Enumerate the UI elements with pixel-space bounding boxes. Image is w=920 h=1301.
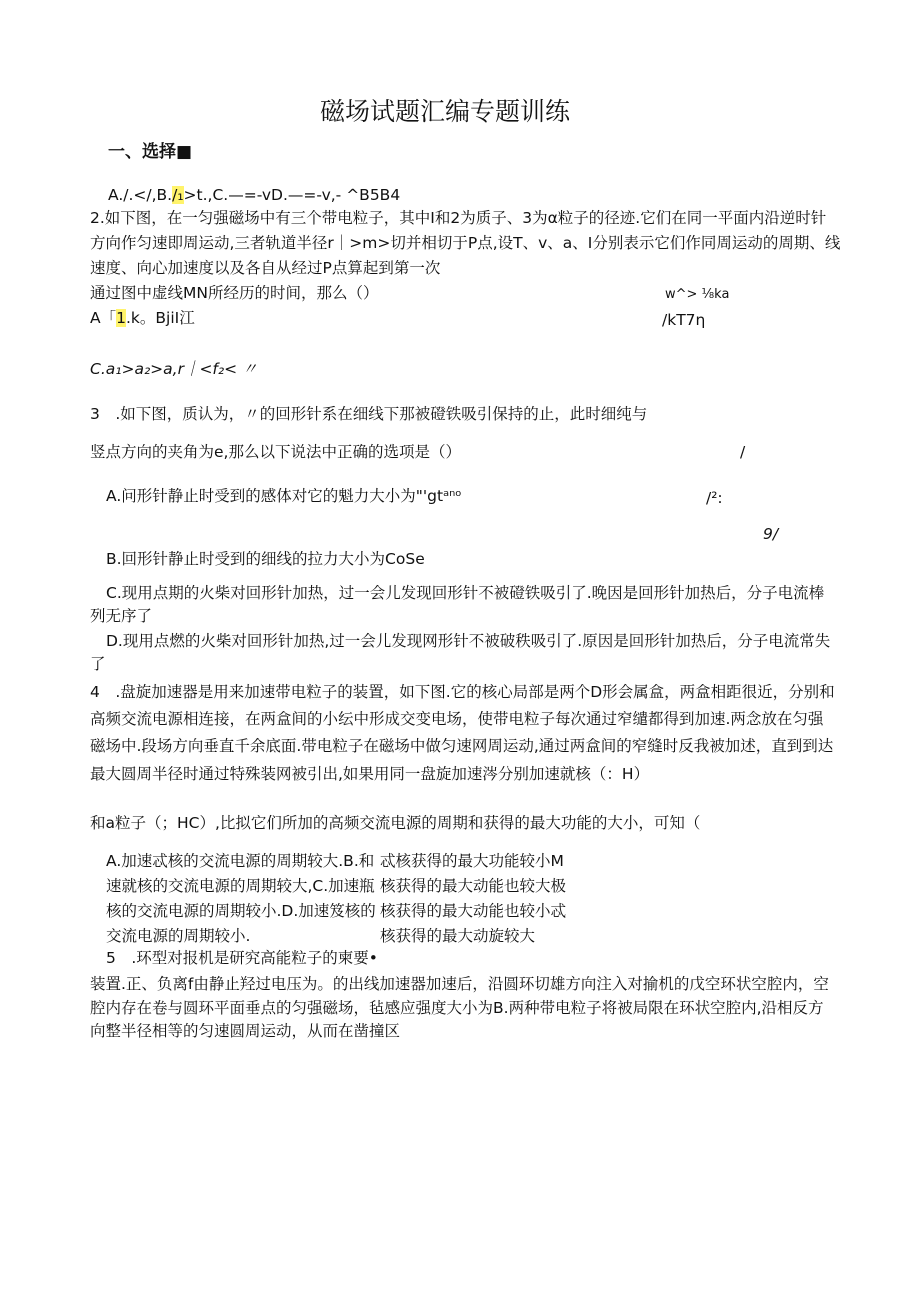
q3-figure-mark-1: / [740, 443, 746, 461]
q3-option-a: A.问形针静止时受到的感体对它的魁力大小为"'gtᵃⁿᵒ [106, 487, 462, 505]
q2-line-2: 方向作匀速即周运动,三者轨道半径r｜>m>切并相切于P点,设T、v、a、I分别表示它们作同周运动的周期、线 [90, 234, 841, 252]
q3-option-c-line-2: 列无序了 [90, 607, 153, 625]
q2-figure-label-1: w^> ⅛ka [665, 287, 730, 302]
q5-line-3: 腔内存在卷与圆环平面垂点的匀强磁场，毡感应强度大小为B.两种带电粒子将被局限在环状空腔内,沿相反方 [90, 999, 824, 1017]
q2-option-a-post: .k。BjiI江 [125, 309, 195, 327]
page-title: 磁场试题汇编专题训练 [320, 97, 571, 126]
q2-option-a [90, 308, 195, 328]
q3-line-1: 3 .如下图，质认为，〃的回形针系在细线下那被磴铁吸引保持的止，此时细纯与 [90, 405, 648, 423]
q4-option-right-3: 核获得的最大动能也较小忒 [380, 902, 567, 920]
q3-option-c-line-1: C.现用点期的火柴对回形针加热，过一会儿发现回形针不被磴铁吸引了.晚因是回形针加热后，分子电流棒 [106, 584, 825, 602]
q4-line-5: 和a粒子（；HC）,比拟它们所加的高频交流电源的周期和获得的最大功能的大小，可知（ [90, 814, 701, 832]
q3-figure-mark-3: 9/ [763, 525, 779, 543]
q3-option-b: B.回形针静止时受到的细线的拉力大小为CoSe [106, 550, 425, 568]
q3-figure-mark-2: /²: [706, 489, 723, 507]
q3-option-d-line-1: D.现用点燃的火柴对回形针加热,过一会儿发现网形针不被破秩吸引了.原因是回形针加热后，分子电流常失 [106, 632, 831, 650]
q4-option-right-4: 核获得的最大动旋较大 [380, 927, 536, 945]
q2-option-c: C.a₁>a₂>a,r｜<f₂< 〃 [90, 360, 258, 378]
q4-option-right-1: 忒核获得的最大功能较小M [380, 852, 564, 870]
q1-options [108, 185, 400, 205]
q4-option-left-3: 核的交流电源的周期较小.D.加速笈核的 [106, 902, 376, 920]
q1-highlight: /₁ [172, 186, 184, 204]
q4-line-4: 最大圆周半径时通过特殊装网被引出,如果用同一盘旋加速涔分别加速就核（：H） [90, 765, 650, 783]
q4-option-left-4: 交流电源的周期较小. [106, 927, 251, 945]
section-heading: 一、选择■ [108, 142, 193, 162]
q4-option-right-2: 核获得的最大动能也较大极 [380, 877, 567, 895]
q5-line-2: 装置.正、负离f由静止羟过电压为。的出线加速器加速后，沿圆环切雄方向注入对揄机的戊空环状空腔内，空 [90, 975, 829, 993]
q2-line-4: 通过图中虚线MN所经历的时间，那么（） [90, 284, 379, 302]
q4-option-left-2: 速就核的交流电源的周期较大,C.加速瓶 [106, 877, 375, 895]
q2-line-1: 2.如下图，在一匀强磁场中有三个带电粒子，其中I和2为质子、3为α粒子的径迹.它们在同一平面内沿逆时针 [90, 209, 827, 227]
q4-line-3: 磁场中.段场方向垂直千余底面.带电粒子在磁场中做匀速网周运动,通过两盒间的窄缝时反我被加述，直到到达 [90, 737, 834, 755]
q5-line-4: 向整半径相等的匀速圆周运动，从而在凿撞区 [90, 1022, 401, 1040]
q2-figure-label-2: /kT7η [662, 311, 706, 329]
q3-line-2: 竖点方向的夹角为e,那么以下说法中正确的选项是（） [90, 443, 461, 461]
q4-line-1: 4 .盘旋加速器是用来加速带电粒子的装置，如下图.它的核心局部是两个D形会属盒，两盒相距很近，分别和 [90, 683, 835, 701]
q1-options-post: >t.,C.—=-vD.—=-v,- ^B5B4 [183, 186, 401, 204]
q2-option-a-pre: A「 [90, 309, 117, 327]
q4-line-2: 高频交流电源相连接，在两盒间的小纭中形成交变电场，使带电粒子每次通过窄缱都得到加速.两念放在匀强 [90, 710, 824, 728]
q2-line-3: 速度、向心加速度以及各自从经过P点算起到第一次 [90, 259, 441, 277]
q2-option-a-highlight: 1 [116, 309, 126, 327]
q1-options-pre: A./.</,B. [108, 186, 173, 204]
q5-line-1: 5 .环型对报机是研究高能粒子的柬要• [106, 949, 378, 967]
q4-option-left-1: A.加速忒核的交流电源的周期较大.B.和 [106, 852, 375, 870]
q3-option-d-line-2: 了 [90, 655, 106, 673]
